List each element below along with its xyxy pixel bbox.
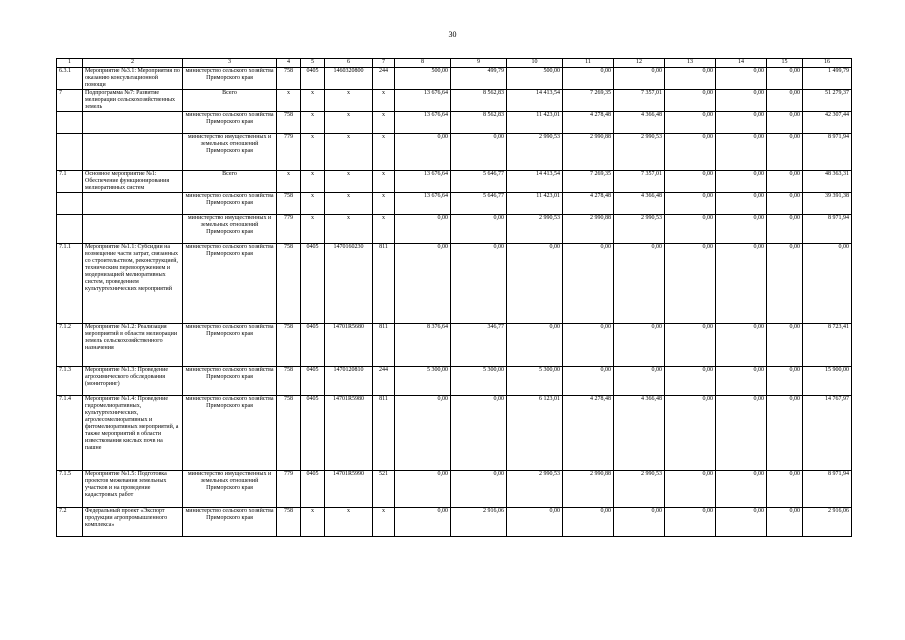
table-cell xyxy=(83,193,183,215)
table-cell: 2 990,53 xyxy=(507,134,563,171)
table-cell: 8 971,94 xyxy=(803,215,852,244)
table-cell: 0,00 xyxy=(716,90,767,112)
table-cell: 0,00 xyxy=(767,171,803,193)
column-number-4: 4 xyxy=(277,59,301,68)
table-cell: 13 676,64 xyxy=(395,90,451,112)
table-cell: 0,00 xyxy=(451,134,507,171)
table-cell: 0,00 xyxy=(716,471,767,508)
table-cell: 8 562,83 xyxy=(451,112,507,134)
table-cell: 2 990,53 xyxy=(614,134,665,171)
table-cell: 0,00 xyxy=(614,68,665,90)
table-cell xyxy=(57,112,83,134)
table-cell: 2 990,88 xyxy=(563,215,614,244)
table-cell: 8 971,94 xyxy=(803,471,852,508)
table-cell: 14 413,54 xyxy=(507,90,563,112)
table-cell: 8 723,41 xyxy=(803,324,852,367)
table-cell: 2 990,53 xyxy=(507,471,563,508)
table-cell: x xyxy=(373,215,395,244)
table-cell: 4 366,48 xyxy=(614,193,665,215)
table-row xyxy=(57,134,852,171)
table-cell: 2 916,06 xyxy=(451,508,507,537)
table-cell: x xyxy=(325,193,373,215)
column-number-9: 9 xyxy=(451,59,507,68)
table-cell: 0,00 xyxy=(716,324,767,367)
table-cell: 0,00 xyxy=(767,471,803,508)
table-cell: 758 xyxy=(277,508,301,537)
table-cell: 758 xyxy=(277,396,301,471)
table-cell xyxy=(83,215,183,244)
table-cell: 0,00 xyxy=(395,471,451,508)
table-body xyxy=(57,68,852,537)
table-cell: 4 366,48 xyxy=(614,396,665,471)
table-row xyxy=(57,171,852,193)
column-number-11: 11 xyxy=(563,59,614,68)
table-cell: министерство сельского хозяйства Приморского края xyxy=(183,367,277,396)
table-cell: 0405 xyxy=(301,244,325,324)
table-cell: 7.1.5 xyxy=(57,471,83,508)
column-number-8: 8 xyxy=(395,59,451,68)
table-cell: 0,00 xyxy=(716,215,767,244)
table-cell: 1470120810 xyxy=(325,367,373,396)
table-row xyxy=(57,193,852,215)
table-cell: 0,00 xyxy=(803,244,852,324)
table-cell: 0,00 xyxy=(665,112,716,134)
table-cell: 11 423,01 xyxy=(507,112,563,134)
table-cell: Мероприятие №3.1: Мероприятия по оказанию консультационной помощи xyxy=(83,68,183,90)
table-cell: 0,00 xyxy=(563,244,614,324)
table-cell: 0,00 xyxy=(716,171,767,193)
table-cell: x xyxy=(301,112,325,134)
table-cell: x xyxy=(373,134,395,171)
table-cell: 5 646,77 xyxy=(451,171,507,193)
table-cell: 0,00 xyxy=(767,134,803,171)
table-cell: министерство имущественных и земельных отношений Приморского края xyxy=(183,215,277,244)
table-cell: 0,00 xyxy=(563,68,614,90)
header-row xyxy=(57,59,852,68)
table-cell: 244 xyxy=(373,68,395,90)
table-cell: 0,00 xyxy=(716,244,767,324)
table-cell: 51 279,37 xyxy=(803,90,852,112)
table-cell: 14701R5990 xyxy=(325,471,373,508)
table-cell: 0,00 xyxy=(665,90,716,112)
table-cell: 7 xyxy=(57,90,83,112)
table-cell: 0,00 xyxy=(665,324,716,367)
table-cell: Мероприятие №1.2: Реализация мероприятий в области мелиорации земель сельскохозяйственного назначения xyxy=(83,324,183,367)
table-cell xyxy=(57,193,83,215)
column-number-7: 7 xyxy=(373,59,395,68)
table-cell: x xyxy=(301,508,325,537)
table-cell: 0,00 xyxy=(716,134,767,171)
table-row xyxy=(57,324,852,367)
table-cell: 758 xyxy=(277,367,301,396)
table-cell: 0,00 xyxy=(716,508,767,537)
table-cell: Мероприятие №1.1: Субсидии на возмещение части затрат, связанных со строительством, реконструкцией, техническим перевооружением и модернизацией мелиоративных систем, проведением культуртехнических мероприятий xyxy=(83,244,183,324)
table-cell: x xyxy=(325,90,373,112)
table-cell: x xyxy=(325,112,373,134)
table-cell: 0,00 xyxy=(507,324,563,367)
table-cell: 0,00 xyxy=(767,215,803,244)
table-cell: 346,77 xyxy=(451,324,507,367)
table-cell: 0,00 xyxy=(507,508,563,537)
table-cell: 7 269,35 xyxy=(563,171,614,193)
table-cell: x xyxy=(301,171,325,193)
table-cell: 758 xyxy=(277,324,301,367)
table-row xyxy=(57,508,852,537)
table-cell: 758 xyxy=(277,112,301,134)
table-cell: x xyxy=(301,215,325,244)
table-cell: 0,00 xyxy=(563,508,614,537)
table-cell: 14701R5680 xyxy=(325,324,373,367)
table-cell: 0,00 xyxy=(665,367,716,396)
table-cell: 2 990,53 xyxy=(614,215,665,244)
table-cell: 7.1 xyxy=(57,171,83,193)
table-cell: Основное мероприятие №1: Обеспечение функционирования мелиоративных систем xyxy=(83,171,183,193)
table-row xyxy=(57,396,852,471)
table-row xyxy=(57,215,852,244)
table-cell: 4 366,48 xyxy=(614,112,665,134)
table-cell: 14 767,97 xyxy=(803,396,852,471)
column-number-6: 6 xyxy=(325,59,373,68)
table-cell: 13 676,64 xyxy=(395,193,451,215)
table-cell: 14701R5980 xyxy=(325,396,373,471)
table-cell: 2 916,06 xyxy=(803,508,852,537)
table-cell: 7.1.4 xyxy=(57,396,83,471)
table-cell: министерство имущественных и земельных отношений Приморского края xyxy=(183,471,277,508)
table-cell: 7 269,35 xyxy=(563,90,614,112)
table-header xyxy=(57,59,852,68)
table-cell: 13 676,64 xyxy=(395,112,451,134)
table-cell: 0405 xyxy=(301,367,325,396)
table-cell: 0,00 xyxy=(665,134,716,171)
table-cell: 0,00 xyxy=(665,471,716,508)
table-cell: 811 xyxy=(373,324,395,367)
table-cell: 0405 xyxy=(301,396,325,471)
table-cell: министерство сельского хозяйства Приморского края xyxy=(183,68,277,90)
table-cell: 1470160230 xyxy=(325,244,373,324)
table-cell: министерство сельского хозяйства Приморского края xyxy=(183,112,277,134)
table-cell: 0,00 xyxy=(665,193,716,215)
table-cell: 0,00 xyxy=(665,508,716,537)
table-cell: 758 xyxy=(277,244,301,324)
table-cell: 0,00 xyxy=(614,244,665,324)
column-number-15: 15 xyxy=(767,59,803,68)
table-cell: 0405 xyxy=(301,324,325,367)
table-cell: министерство сельского хозяйства Приморского края xyxy=(183,508,277,537)
table-cell: 0,00 xyxy=(767,90,803,112)
table-cell: 758 xyxy=(277,193,301,215)
table-cell: 7 357,01 xyxy=(614,90,665,112)
table-cell: x xyxy=(373,508,395,537)
table-cell: x xyxy=(277,90,301,112)
table-cell: 5 300,00 xyxy=(395,367,451,396)
table-cell: 0,00 xyxy=(451,471,507,508)
table-cell: министерство сельского хозяйства Приморского края xyxy=(183,324,277,367)
table-cell: 779 xyxy=(277,134,301,171)
table-cell: министерство сельского хозяйства Приморского края xyxy=(183,396,277,471)
table-cell: x xyxy=(301,134,325,171)
table-cell: 0,00 xyxy=(507,244,563,324)
table-cell: 0,00 xyxy=(767,193,803,215)
table-cell: Всего xyxy=(183,171,277,193)
table-cell: 14 413,54 xyxy=(507,171,563,193)
page-number: 30 xyxy=(448,30,457,39)
table-cell: министерство имущественных и земельных отношений Приморского края xyxy=(183,134,277,171)
column-number-12: 12 xyxy=(614,59,665,68)
table-cell: 779 xyxy=(277,471,301,508)
table-cell: Мероприятие №1.3: Проведение агрохимического обследования (мониторинг) xyxy=(83,367,183,396)
table-cell: 0,00 xyxy=(665,244,716,324)
table-cell: 0405 xyxy=(301,68,325,90)
table-cell: 0,00 xyxy=(614,367,665,396)
table-cell: 13 676,64 xyxy=(395,171,451,193)
table-cell: Мероприятие №1.5: Подготовка проектов межевания земельных участков и на проведение кадастровых работ xyxy=(83,471,183,508)
table-cell: x xyxy=(373,112,395,134)
table-row xyxy=(57,90,852,112)
table-cell: 2 990,88 xyxy=(563,134,614,171)
table-cell: 15 900,00 xyxy=(803,367,852,396)
table-row xyxy=(57,68,852,90)
table-row xyxy=(57,471,852,508)
table-cell: 1 499,79 xyxy=(803,68,852,90)
table-cell xyxy=(83,112,183,134)
column-number-10: 10 xyxy=(507,59,563,68)
table-cell: министерство сельского хозяйства Приморского края xyxy=(183,244,277,324)
table-cell: 0,00 xyxy=(563,324,614,367)
table-cell: 0,00 xyxy=(767,367,803,396)
column-number-13: 13 xyxy=(665,59,716,68)
table-cell: 4 278,48 xyxy=(563,112,614,134)
table-cell: 0,00 xyxy=(716,367,767,396)
table-cell: 5 300,00 xyxy=(507,367,563,396)
table-cell: 7.1.1 xyxy=(57,244,83,324)
column-number-14: 14 xyxy=(716,59,767,68)
table-cell: 2 990,53 xyxy=(614,471,665,508)
table-cell: 7.1.3 xyxy=(57,367,83,396)
table-cell: 0,00 xyxy=(665,396,716,471)
table-cell: 0,00 xyxy=(395,508,451,537)
column-number-5: 5 xyxy=(301,59,325,68)
table-cell: Федеральный проект «Экспорт продукции агропромышленного комплекса» xyxy=(83,508,183,537)
table-cell: 0,00 xyxy=(451,215,507,244)
table-cell: 0,00 xyxy=(395,244,451,324)
table-cell: 2 990,53 xyxy=(507,215,563,244)
table-cell: x xyxy=(325,134,373,171)
table-cell: 48 363,31 xyxy=(803,171,852,193)
table-cell: 500,00 xyxy=(507,68,563,90)
table-cell xyxy=(57,134,83,171)
table-cell xyxy=(83,134,183,171)
table-cell: 0405 xyxy=(301,471,325,508)
table-cell: 244 xyxy=(373,367,395,396)
table-cell: 0,00 xyxy=(665,171,716,193)
table-cell: x xyxy=(373,90,395,112)
table-cell: 0,00 xyxy=(665,68,716,90)
table-cell: 39 391,38 xyxy=(803,193,852,215)
table-cell: 0,00 xyxy=(665,215,716,244)
table-cell: 521 xyxy=(373,471,395,508)
table-cell: 8 376,64 xyxy=(395,324,451,367)
table-cell: 758 xyxy=(277,68,301,90)
table-cell: 0,00 xyxy=(563,367,614,396)
table-cell: 7 357,01 xyxy=(614,171,665,193)
table-cell: x xyxy=(373,171,395,193)
table-cell: x xyxy=(373,193,395,215)
table-cell: Подпрограмма №7: Развитие мелиорации сельскохозяйственных земель xyxy=(83,90,183,112)
table-cell: 6 123,01 xyxy=(507,396,563,471)
table-cell: Всего xyxy=(183,90,277,112)
table-cell: 0,00 xyxy=(767,244,803,324)
table-cell: 4 278,48 xyxy=(563,193,614,215)
table-cell: 8 562,83 xyxy=(451,90,507,112)
table-cell: 0,00 xyxy=(716,396,767,471)
table-cell: x xyxy=(277,171,301,193)
table-cell: x xyxy=(325,215,373,244)
table-cell: 0,00 xyxy=(395,396,451,471)
table-cell: x xyxy=(301,90,325,112)
budget-table xyxy=(56,58,852,537)
table-cell: 0,00 xyxy=(767,324,803,367)
table-cell: 0,00 xyxy=(716,112,767,134)
table-cell: министерство сельского хозяйства Приморского края xyxy=(183,193,277,215)
table-cell: 0,00 xyxy=(395,134,451,171)
column-number-3: 3 xyxy=(183,59,277,68)
table-cell: 0,00 xyxy=(716,193,767,215)
table-cell: x xyxy=(325,508,373,537)
table-cell: 7.1.2 xyxy=(57,324,83,367)
table-cell: 0,00 xyxy=(451,396,507,471)
table-cell: 8 971,94 xyxy=(803,134,852,171)
column-number-2: 2 xyxy=(83,59,183,68)
table-cell: 779 xyxy=(277,215,301,244)
table-cell: 6.3.1 xyxy=(57,68,83,90)
table-cell: Мероприятие №1.4: Проведение гидромелиоративных, культуртехнических, агролесомелиоративных и фитомелиоративных мероприятий, а также мероприятий в области известкования кислых почв на пашне xyxy=(83,396,183,471)
table-cell: x xyxy=(325,171,373,193)
table-cell: 500,00 xyxy=(395,68,451,90)
table-cell: 11 423,01 xyxy=(507,193,563,215)
table-cell xyxy=(57,215,83,244)
table-cell: 0,00 xyxy=(767,68,803,90)
table-cell: 1460320800 xyxy=(325,68,373,90)
table-cell: 0,00 xyxy=(767,396,803,471)
table-cell: 0,00 xyxy=(716,68,767,90)
table-cell: 42 307,44 xyxy=(803,112,852,134)
column-number-16: 16 xyxy=(803,59,852,68)
table-cell: 0,00 xyxy=(614,508,665,537)
table-cell: 0,00 xyxy=(614,324,665,367)
table-cell: 5 646,77 xyxy=(451,193,507,215)
table-cell: 811 xyxy=(373,396,395,471)
table-row xyxy=(57,367,852,396)
table-row xyxy=(57,244,852,324)
table-cell: 7.2 xyxy=(57,508,83,537)
table-row xyxy=(57,112,852,134)
table-cell: 4 278,48 xyxy=(563,396,614,471)
table-cell: 811 xyxy=(373,244,395,324)
table-cell: 0,00 xyxy=(767,508,803,537)
table-cell: 499,79 xyxy=(451,68,507,90)
table-cell: 0,00 xyxy=(451,244,507,324)
column-number-1: 1 xyxy=(57,59,83,68)
table-cell: 0,00 xyxy=(395,215,451,244)
table-cell: x xyxy=(301,193,325,215)
table-cell: 5 300,00 xyxy=(451,367,507,396)
table-cell: 0,00 xyxy=(767,112,803,134)
table-cell: 2 990,88 xyxy=(563,471,614,508)
